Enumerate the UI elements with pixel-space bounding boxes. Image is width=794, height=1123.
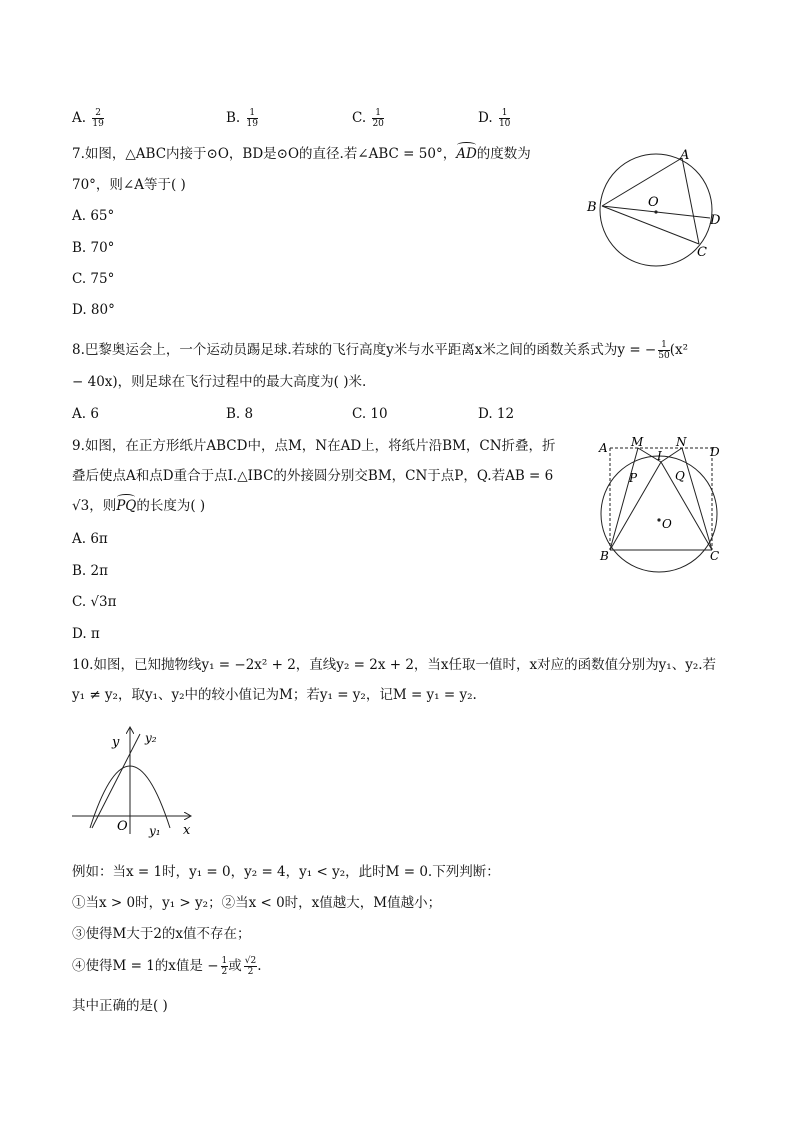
- q6-option-d: D. $\frac{1}{10}$: [478, 108, 511, 129]
- center-point: [657, 518, 660, 521]
- q8-option-d: D. 12: [478, 406, 515, 422]
- label-b: B: [600, 549, 609, 563]
- q9-stem-line1: 9.如图，在正方形纸片ABCD中，点M，N在AD上，将纸片沿BM，CN折叠，折: [72, 438, 556, 454]
- q10-statement-3: ③使得M大于2的x值不存在；: [72, 926, 251, 942]
- label-y: y: [112, 735, 120, 750]
- label-m: M: [631, 435, 644, 449]
- q6-option-b: B. $\frac{1}{19}$: [226, 108, 258, 129]
- q8-stem-line2: − 40x)，则足球在飞行过程中的最大高度为( )米.: [72, 374, 367, 390]
- q8-option-c: C. 10: [352, 406, 388, 422]
- fraction: $\frac{1}{2}$: [221, 956, 228, 977]
- q7-option-a: A. 65°: [72, 208, 115, 224]
- label-o: O: [117, 819, 128, 834]
- label-o: O: [662, 517, 672, 531]
- segment-cn: [682, 448, 712, 550]
- label-c: C: [710, 549, 720, 563]
- label-n: N: [676, 435, 687, 449]
- label-p: P: [629, 471, 638, 485]
- q9-option-c: C. √3π: [72, 594, 117, 610]
- q7-option-c: C. 75°: [72, 271, 115, 287]
- label-y2: y₂: [145, 731, 157, 745]
- segment-ba: [602, 158, 682, 206]
- circumcircle: [601, 456, 720, 572]
- q7-stem-line2: 70°，则∠A等于( ): [72, 177, 186, 193]
- label-x: x: [183, 823, 191, 838]
- q9-option-d: D. π: [72, 626, 100, 642]
- fraction: $\frac{2}{19}$: [92, 108, 104, 129]
- label-a: A: [680, 148, 690, 163]
- q8-option-b: B. 8: [226, 406, 254, 422]
- q10-statement-1-2: ①当x > 0时，y₁ > y₂；②当x < 0时，x值越大，M值越小；: [72, 895, 442, 911]
- q6-option-a: A. $\frac{2}{19}$: [72, 108, 104, 129]
- segment-ci: [661, 462, 712, 550]
- q9-option-a: A. 6π: [72, 531, 108, 547]
- q9-stem-line3: √3，则PQ的长度为( ): [72, 498, 206, 514]
- arc-ad: AD: [456, 146, 477, 162]
- arc-pq: PQ: [116, 498, 137, 514]
- q10-statement-4: ④使得M = 1的x值是 − $\frac{1}{2}$ 或 $\frac{√2}{2}$ .: [72, 956, 262, 977]
- label-b: B: [587, 200, 597, 215]
- q10-stem-line1: 10.如图，已知抛物线y₁ = −2x² + 2，直线y₂ = 2x + 2，当x任取一值时，x对应的函数值分别为y₁、y₂.若: [72, 657, 717, 673]
- q8-stem-line1: 8.巴黎奥运会上，一个运动员踢足球.若球的飞行高度y米与水平距离x米之间的函数关系式为y = − $\frac{1}{50}$ (x²: [72, 340, 688, 361]
- q10-ask: 其中正确的是( ): [72, 998, 168, 1014]
- q6-option-c: C. $\frac{1}{20}$: [352, 108, 384, 129]
- q8-option-a: A. 6: [72, 406, 99, 422]
- label-d: D: [710, 213, 721, 228]
- label-i: I: [657, 449, 662, 463]
- q9-option-b: B. 2π: [72, 563, 108, 579]
- label-d: D: [710, 445, 720, 459]
- q9-stem-line2: 叠后使点A和点D重合于点I.△IBC的外接圆分别交BM，CN于点P，Q.若AB = 6: [72, 468, 554, 484]
- q10-stem-line2: y₁ ≠ y₂，取y₁、y₂中的较小值记为M；若y₁ = y₂，记M = y₁ = y₂.: [72, 687, 477, 703]
- label-c: C: [697, 245, 707, 260]
- fraction: $\frac{1}{20}$: [372, 108, 384, 129]
- circle-o: [600, 154, 712, 266]
- q7-option-d: D. 80°: [72, 302, 115, 318]
- label-q: Q: [675, 469, 685, 483]
- q7-circle-figure: [587, 140, 750, 280]
- fraction: $\frac{1}{50}$: [658, 340, 670, 361]
- fraction: $\frac{√2}{2}$: [244, 956, 257, 977]
- q7-option-b: B. 70°: [72, 240, 115, 256]
- fraction: $\frac{1}{10}$: [498, 108, 511, 129]
- label-y1: y₁: [149, 824, 161, 838]
- q10-graph-figure: [70, 724, 210, 844]
- label-a: A: [599, 441, 608, 455]
- q7-stem-line1: 7.如图，△ABC内接于⊙O，BD是⊙O的直径.若∠ABC = 50°，AD的度数为: [72, 146, 531, 162]
- fraction: $\frac{1}{19}$: [246, 108, 258, 129]
- center-point: [654, 210, 657, 213]
- segment-bm: [610, 448, 638, 550]
- q10-example: 例如：当x = 1时，y₁ = 0，y₂ = 4，y₁ < y₂，此时M = 0.下列判断：: [72, 864, 500, 880]
- label-o: O: [648, 195, 659, 210]
- q9-square-figure: [596, 432, 736, 572]
